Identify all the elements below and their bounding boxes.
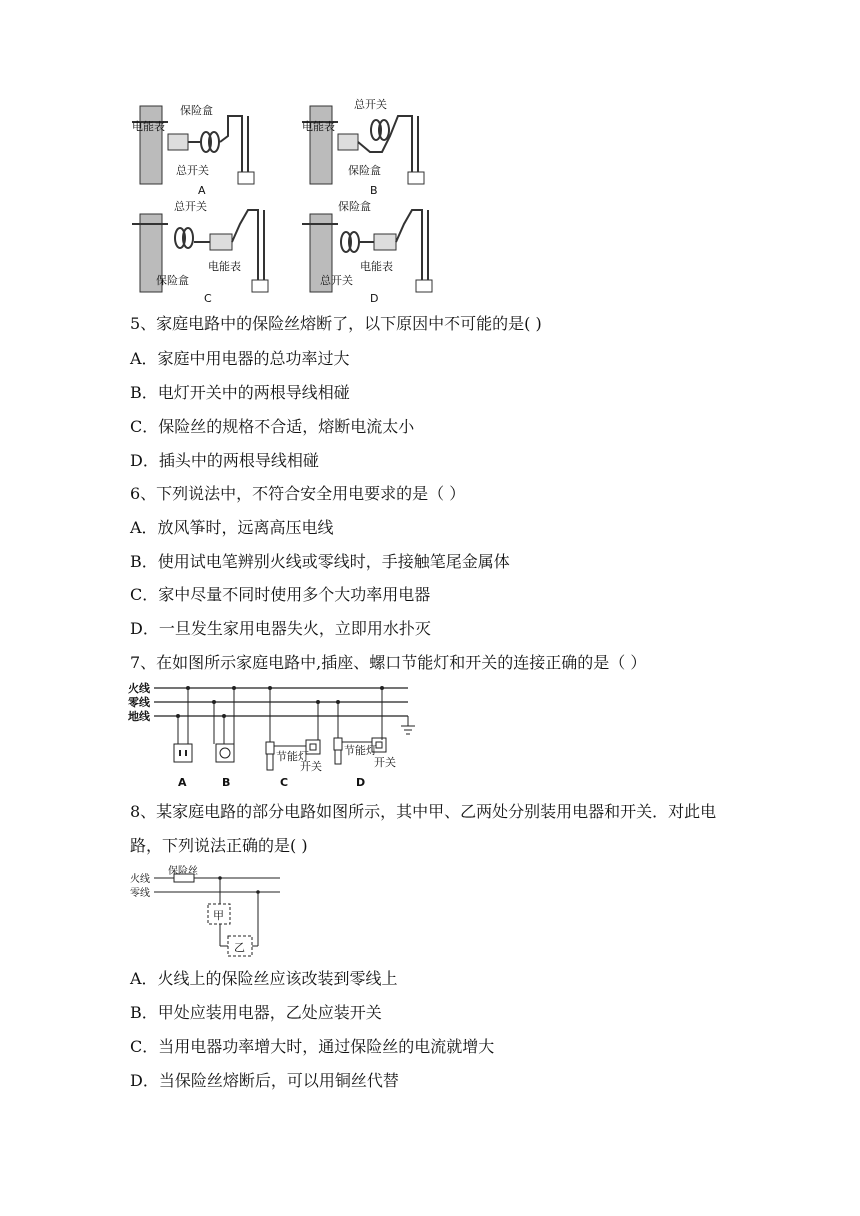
panel-a-letter: A (198, 184, 206, 197)
q7-letter-b: B (222, 776, 231, 789)
q8-option-b: B．甲处应装用电器，乙处应装开关 (130, 1003, 382, 1022)
panel-a-label-3: 总开关 (176, 164, 209, 177)
panel-c-label-3: 保险盒 (156, 274, 189, 287)
q6-option-b: B．使用试电笔辨别火线或零线时，手接触笔尾金属体 (130, 552, 510, 571)
panel-d-letter: D (370, 292, 379, 305)
q7-switch-d-label: 开关 (374, 756, 396, 769)
q7-live-label: 火线 (128, 682, 150, 695)
q5-option-b: B．电灯开关中的两根导线相碰 (130, 383, 350, 402)
panel-a-label-2: 电能表 (132, 120, 165, 133)
q8-box-1-label: 甲 (213, 909, 224, 922)
q7-neutral-label: 零线 (128, 696, 150, 709)
q5-option-c: C．保险丝的规格不合适，熔断电流太小 (130, 417, 415, 436)
q7-socket-a (174, 686, 192, 762)
q7-stem: 7、在如图所示家庭电路中,插座、螺口节能灯和开关的连接正确的是（ ） (130, 653, 647, 672)
q5-stem: 5、家庭电路中的保险丝熔断了，以下原因中不可能的是( ) (130, 314, 542, 333)
q8-neutral-label: 零线 (130, 888, 150, 899)
q7-socket-b (212, 686, 236, 762)
q8-option-d: D．当保险丝熔断后，可以用铜丝代替 (130, 1071, 399, 1090)
q8-circuit-figure (128, 862, 288, 960)
q5-option-a: A．家庭中用电器的总功率过大 (130, 349, 350, 368)
q7-switch-c-label: 开关 (300, 760, 322, 773)
q8-option-c: C．当用电器功率增大时，通过保险丝的电流就增大 (130, 1037, 495, 1056)
panel-d-label-1: 保险盒 (338, 200, 371, 213)
q7-lamp-c-label: 节能灯 (276, 750, 309, 763)
q7-lamp-d-label: 节能灯 (344, 744, 377, 757)
panel-b (302, 98, 424, 197)
panel-b-label-1: 总开关 (354, 98, 387, 111)
panel-a-label-1: 保险盒 (180, 104, 213, 117)
wiring-order-figure (128, 96, 438, 308)
q7-lamp-d (334, 686, 396, 769)
q8-box-2-label: 乙 (234, 941, 245, 954)
q6-stem: 6、下列说法中，不符合安全用电要求的是（ ） (130, 484, 466, 503)
panel-b-letter: B (370, 184, 378, 197)
panel-c-label-2: 电能表 (208, 260, 241, 273)
q8-option-a: A．火线上的保险丝应该改装到零线上 (130, 969, 398, 988)
panel-c-letter: C (204, 292, 212, 305)
q7-circuit-figure (128, 680, 428, 792)
panel-c (132, 200, 268, 305)
panel-b-label-2: 电能表 (302, 120, 335, 133)
q8-live-label: 火线 (130, 874, 150, 885)
panel-d-label-2: 电能表 (360, 260, 393, 273)
panel-a (132, 103, 254, 197)
q6-option-c: C．家中尽量不同时使用多个大功率用电器 (130, 585, 431, 604)
q7-lamp-c (266, 686, 322, 773)
q8-fuse-label: 保险丝 (168, 866, 198, 877)
q7-letter-a: A (178, 776, 187, 789)
panel-d-label-3: 总开关 (320, 274, 353, 287)
q8-stem: 8、某家庭电路的部分电路如图所示，其中甲、乙两处分别装用电器和开关．对此电路，下列说法正确的是( ) (130, 802, 717, 855)
panel-b-label-3: 保险盒 (348, 164, 381, 177)
q7-ground-label: 地线 (128, 710, 150, 723)
q7-letter-c: C (280, 776, 289, 789)
q5-option-d: D．插头中的两根导线相碰 (130, 451, 319, 470)
q7-letter-d: D (356, 776, 366, 789)
panel-d (302, 199, 432, 305)
q6-option-d: D．一旦发生家用电器失火，立即用水扑灭 (130, 619, 431, 638)
panel-c-label-1: 总开关 (174, 200, 207, 213)
q6-option-a: A．放风筝时，远离高压电线 (130, 518, 334, 537)
